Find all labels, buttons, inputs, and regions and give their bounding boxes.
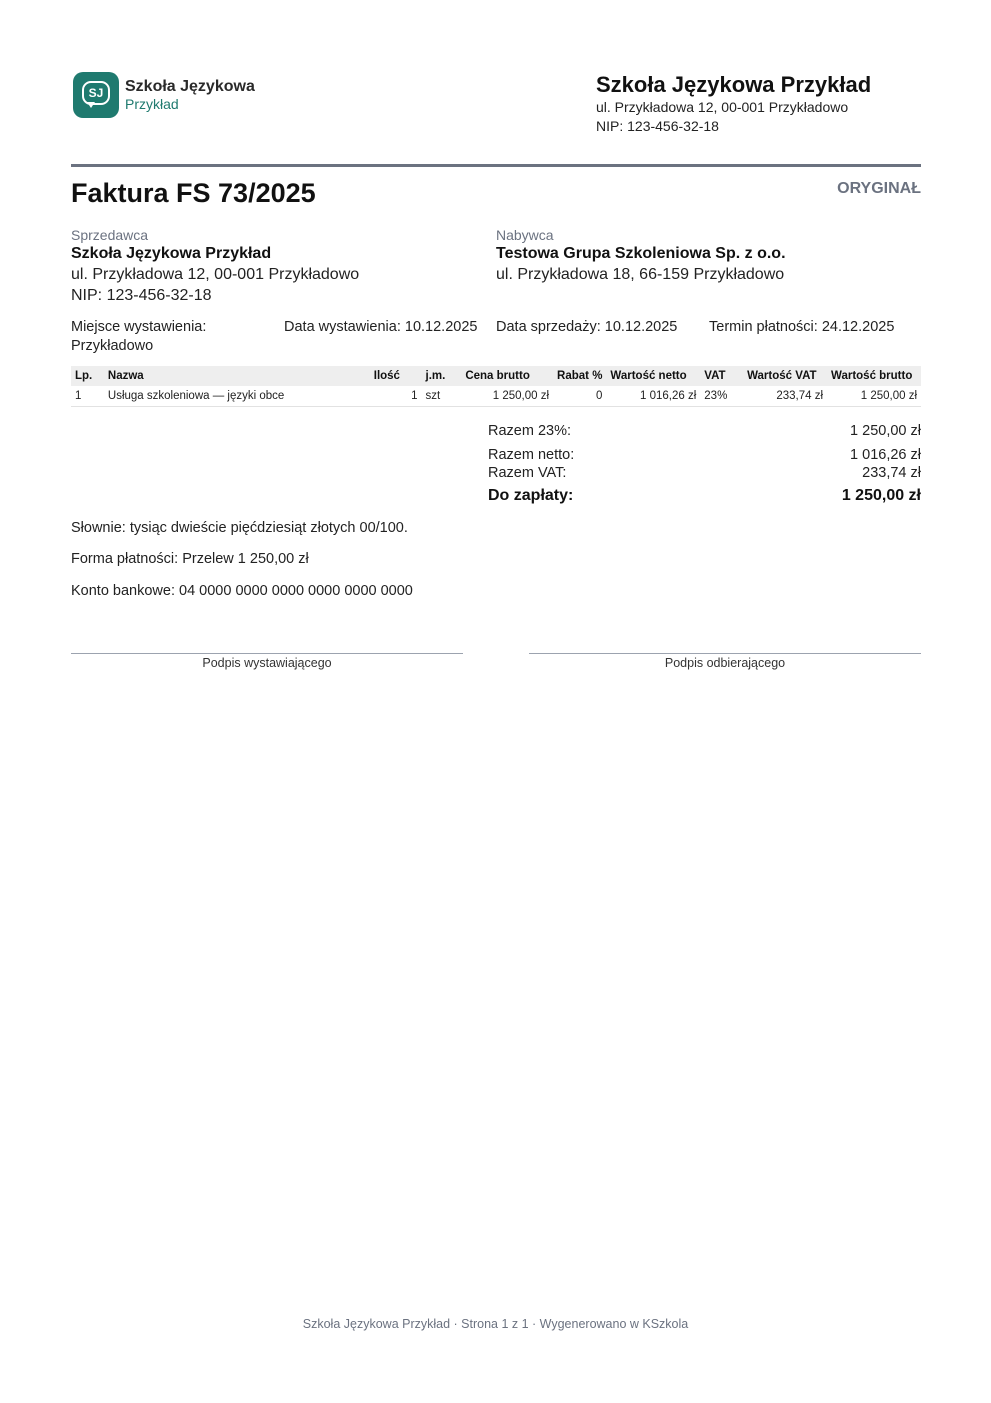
col-header: j.m.: [422, 366, 462, 386]
items-table: [71, 366, 921, 407]
amount-due-value: 1 250,00 zł: [841, 487, 921, 504]
total-vat-label: Razem VAT:: [488, 465, 567, 481]
seller-address: ul. Przykładowa 12, 00-001 Przykładowo: [71, 265, 360, 283]
buyer-block: [496, 226, 786, 286]
page-footer: Szkoła Językowa Przykład · Strona 1 z 1 · Wygenerowano w KSzkola: [302, 1317, 689, 1331]
total-vat-value: 233,74 zł: [862, 465, 921, 481]
buyer-label: Nabywca: [496, 227, 554, 243]
col-header: Wartość brutto: [827, 366, 921, 386]
col-header: Lp.: [71, 366, 104, 386]
copy-label: ORYGINAŁ: [837, 180, 921, 197]
cell-vat-value: 233,74 zł: [743, 386, 827, 406]
payment-due-date: Termin płatności: 24.12.2025: [709, 319, 895, 335]
total-vat-row: [488, 464, 921, 482]
buyer-name: Testowa Grupa Szkoleniowa Sp. z o.o.: [496, 245, 786, 263]
amount-due-row: [488, 486, 921, 506]
total-net-label: Razem netto:: [488, 447, 575, 463]
col-header: Rabat %: [553, 366, 606, 386]
logo-initials: SJ: [88, 86, 104, 100]
buyer-address: ul. Przykładowa 18, 66-159 Przykładowo: [496, 265, 785, 283]
issuer-header: [596, 72, 871, 135]
sale-date: Data sprzedaży: 10.12.2025: [496, 319, 678, 335]
logo-text-line2: Przykład: [125, 96, 179, 113]
cell-quantity: 1: [370, 386, 422, 406]
speech-bubble-icon: [73, 72, 119, 118]
amount-in-words: Słownie: tysiąc dwieście pięćdziesiąt złotych 00/100.: [71, 520, 408, 536]
seller-label: Sprzedawca: [71, 227, 149, 243]
invoice-title: Faktura FS 73/2025: [71, 178, 316, 208]
header-divider: [71, 164, 921, 167]
col-header: Cena brutto: [461, 366, 553, 386]
issue-date: Data wystawienia: 10.12.2025: [284, 319, 478, 335]
issuer-address: ul. Przykładowa 12, 00-001 Przykładowo: [596, 99, 849, 116]
bank-account: Konto bankowe: 04 0000 0000 0000 0000 0000 0000: [71, 583, 413, 599]
total-vat-rate-value: 1 250,00 zł: [850, 423, 921, 439]
table-row: [71, 386, 921, 406]
col-header: Wartość netto: [606, 366, 700, 386]
total-vat-rate-label: Razem 23%:: [488, 423, 572, 439]
total-net-row: [488, 446, 921, 464]
total-vat-rate-row: [488, 422, 921, 440]
logo-text-line1: Szkoła Językowa: [125, 78, 255, 95]
col-header: Ilość: [370, 366, 422, 386]
issuer-nip: NIP: 123-456-32-18: [596, 117, 719, 134]
totals-block: [488, 422, 921, 506]
cell-unit: szt: [422, 386, 462, 406]
payment-method: Forma płatności: Przelew 1 250,00 zł: [71, 551, 309, 567]
table-header-row: [71, 366, 921, 386]
cell-name: Usługa szkoleniowa — języki obce: [104, 386, 370, 406]
cell-discount: 0: [553, 386, 606, 406]
receiver-signature-line: Podpis odbierającego: [529, 653, 921, 670]
col-header: Wartość VAT: [743, 366, 827, 386]
cell-gross-price: 1 250,00 zł: [461, 386, 553, 406]
cell-net-value: 1 016,26 zł: [606, 386, 700, 406]
school-logo: [73, 72, 255, 118]
total-net-value: 1 016,26 zł: [850, 447, 921, 463]
cell-lp: 1: [71, 386, 104, 406]
place-of-issue: Miejsce wystawienia: Przykładowo: [71, 319, 207, 354]
amount-due-label: Do zapłaty:: [488, 487, 574, 504]
seller-block: [71, 226, 359, 307]
seller-name: Szkoła Językowa Przykład: [71, 245, 272, 263]
col-header: Nazwa: [104, 366, 370, 386]
cell-vat-rate: 23%: [700, 386, 743, 406]
cell-gross-value: 1 250,00 zł: [827, 386, 921, 406]
col-header: VAT: [700, 366, 743, 386]
issuer-name: Szkoła Językowa Przykład: [596, 72, 872, 97]
issuer-signature-line: Podpis wystawiającego: [71, 653, 463, 670]
seller-nip: NIP: 123-456-32-18: [71, 286, 212, 304]
